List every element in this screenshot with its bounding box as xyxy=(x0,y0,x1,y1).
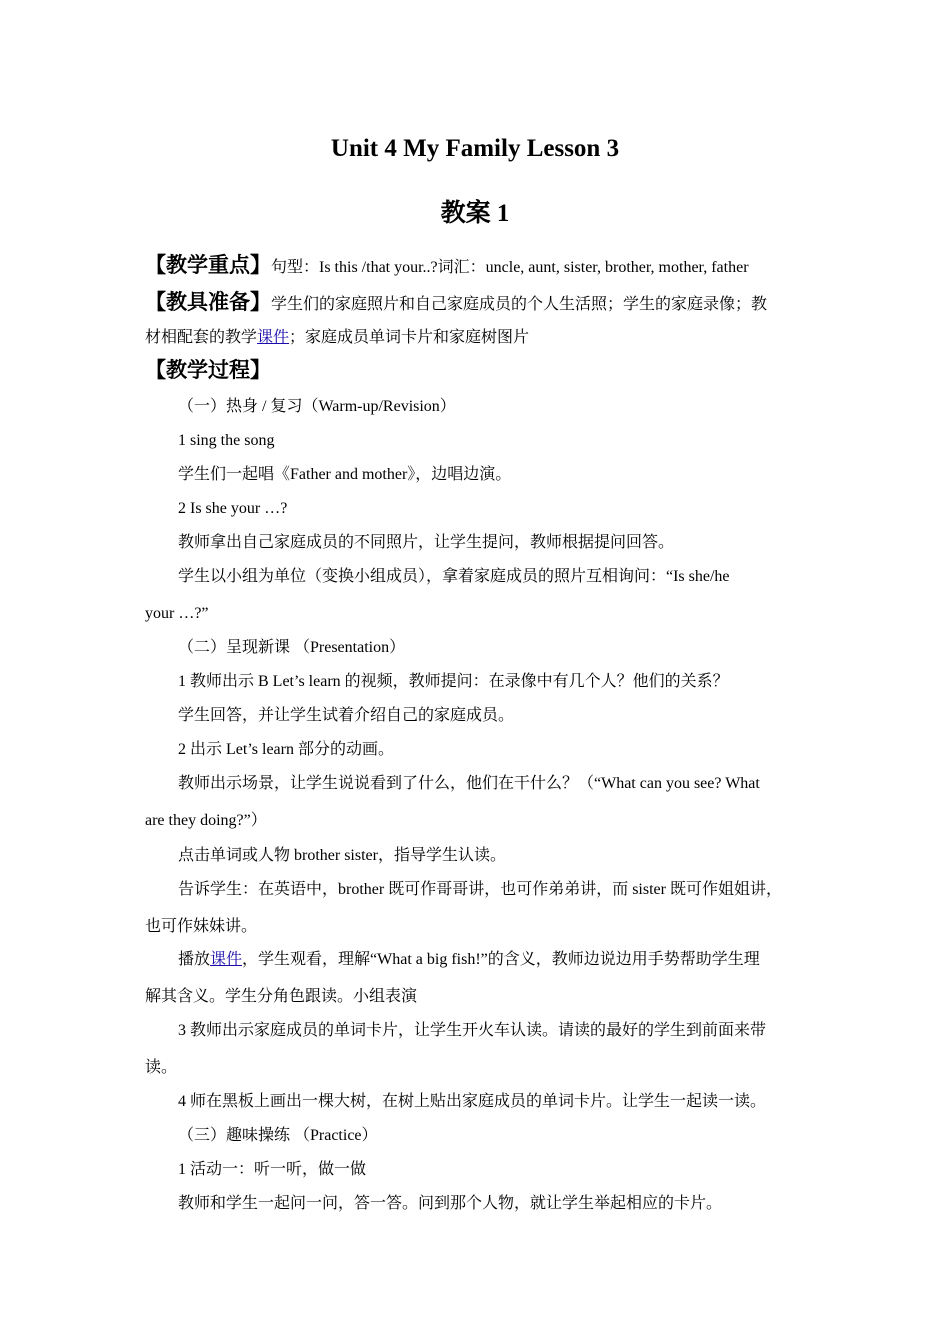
step-sing-song-detail: 学生们一起唱《Father and mother》，边唱边演。 xyxy=(178,466,512,483)
process-heading: 【教学过程】 xyxy=(145,358,271,382)
focus-text: 句型：Is this /that your..?词汇：uncle, aunt, sister, brother, mother, father xyxy=(271,259,749,276)
step-activity-one: 1 活动一：听一听，做一做 xyxy=(178,1161,367,1178)
step-click-words: 点击单词或人物 brother sister，指导学生认读。 xyxy=(178,847,506,864)
section-presentation-heading: （二）呈现新课 （Presentation） xyxy=(178,639,406,656)
step-photos-detail: 教师拿出自己家庭成员的不同照片，让学生提问，教师根据提问回答。 xyxy=(178,534,675,551)
prep-paragraph-cont xyxy=(145,327,805,349)
step-group-ask: 学生以小组为单位（变换小组成员），拿着家庭成员的照片互相询问：“Is she/he xyxy=(178,568,730,585)
step-scene-cont: are they doing?”） xyxy=(145,812,267,829)
step-sing-song: 1 sing the song xyxy=(178,432,275,449)
step-explain-words: 告诉学生：在英语中，brother 既可作哥哥讲，也可作弟弟讲，而 sister 既可作姐姐讲， xyxy=(178,881,782,898)
step-play-courseware xyxy=(178,949,805,971)
prep-text-2a: 材相配套的教学 xyxy=(145,329,258,346)
courseware-link-2[interactable]: 课件 xyxy=(210,951,243,968)
section-warmup-heading: （一）热身 / 复习（Warm-up/Revision） xyxy=(178,398,456,415)
step-video: 1 教师出示 B Let’s learn 的视频，教师提问：在录像中有几个人？他们的关系？ xyxy=(178,673,729,690)
step-family-tree: 4 师在黑板上画出一棵大树，在树上贴出家庭成员的单词卡片。让学生一起读一读。 xyxy=(178,1093,767,1110)
step-play-post: ，学生观看，理解“What a big fish!”的含义，教师边说边用手势帮助学生理 xyxy=(242,951,760,968)
prep-heading: 【教具准备】 xyxy=(145,290,271,314)
prep-paragraph xyxy=(145,291,805,316)
focus-paragraph xyxy=(145,254,805,279)
step-group-ask-cont: your …?” xyxy=(145,605,209,622)
document-subtitle: 教案 1 xyxy=(440,200,510,227)
step-explain-words-cont: 也可作妹妹讲。 xyxy=(145,918,258,935)
step-students-answer: 学生回答，并让学生试着介绍自己的家庭成员。 xyxy=(178,707,515,724)
step-word-cards-cont: 读。 xyxy=(145,1059,178,1076)
process-paragraph xyxy=(145,359,805,384)
focus-heading: 【教学重点】 xyxy=(145,253,271,277)
step-activity-one-detail: 教师和学生一起问一问，答一答。问到那个人物，就让学生举起相应的卡片。 xyxy=(178,1195,723,1212)
step-word-cards: 3 教师出示家庭成员的单词卡片，让学生开火车认读。请读的最好的学生到前面来带 xyxy=(178,1022,767,1039)
prep-text-2b: ；家庭成员单词卡片和家庭树图片 xyxy=(289,329,530,346)
step-play-pre: 播放 xyxy=(178,951,211,968)
courseware-link[interactable]: 课件 xyxy=(257,329,290,346)
step-is-she-your: 2 Is she your …? xyxy=(178,500,288,517)
step-play-courseware-cont: 解其含义。学生分角色跟读。小组表演 xyxy=(145,988,418,1005)
step-animation: 2 出示 Let’s learn 部分的动画。 xyxy=(178,741,394,758)
step-scene: 教师出示场景，让学生说说看到了什么，他们在干什么？（“What can you see? What xyxy=(178,775,760,792)
prep-text-1: 学生们的家庭照片和自己家庭成员的个人生活照；学生的家庭录像；教 xyxy=(271,296,768,313)
section-practice-heading: （三）趣味操练 （Practice） xyxy=(178,1127,378,1144)
document-title: Unit 4 My Family Lesson 3 xyxy=(330,135,620,162)
